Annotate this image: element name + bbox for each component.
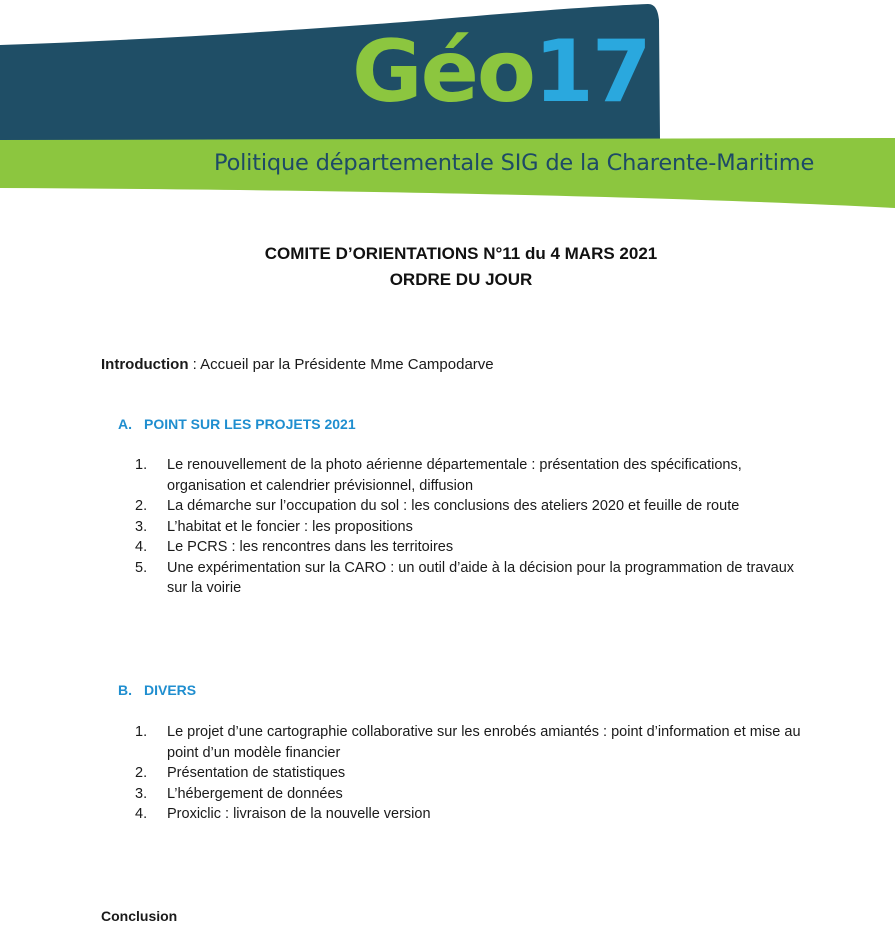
section-a-list	[135, 455, 817, 599]
section-title: POINT SUR LES PROJETS 2021	[144, 416, 356, 432]
item-text: Le projet d’une cartographie collaborative sur les enrobés amiantés : point d’information et mise au point d’un modèle financier	[167, 724, 801, 761]
section-letter: B.	[118, 682, 132, 698]
list-item	[135, 722, 817, 763]
logo-text-17: 17	[534, 22, 650, 122]
item-number: 1.	[135, 457, 148, 473]
document-subtitle: ORDRE DU JOUR	[389, 270, 533, 289]
list-item	[135, 804, 817, 825]
intro-label: Introduction	[101, 356, 189, 373]
item-number: 3.	[135, 785, 148, 802]
geo17-logo	[352, 22, 650, 122]
item-text: Proxiclic : livraison de la nouvelle version	[167, 806, 431, 822]
section-b-list	[135, 722, 817, 825]
section-letter: A.	[118, 416, 132, 432]
introduction-line	[101, 356, 494, 373]
list-item	[135, 537, 817, 558]
document-title: COMITE D’ORIENTATIONS N°11 du 4 MARS 2021	[264, 244, 658, 263]
item-text: Le renouvellement de la photo aérienne départementale : présentation des spécifications, organisation et calendrier prévisionnel, diffusion	[167, 457, 742, 494]
item-number: 5.	[135, 559, 148, 576]
item-text: Le PCRS : les rencontres dans les territoires	[167, 539, 454, 555]
item-text: La démarche sur l’occupation du sol : les conclusions des ateliers 2020 et feuille de route	[167, 498, 740, 514]
intro-text: : Accueil par la Présidente Mme Campodarve	[188, 356, 494, 373]
section-heading-b	[118, 682, 196, 698]
item-number: 3.	[135, 518, 148, 535]
list-item	[135, 455, 817, 496]
list-item	[135, 496, 817, 517]
list-item	[135, 784, 817, 805]
item-number: 4.	[135, 539, 148, 555]
conclusion-heading: Conclusion	[101, 908, 178, 924]
item-text: Présentation de statistiques	[167, 765, 346, 781]
item-number: 2.	[135, 765, 148, 781]
item-number: 1.	[135, 724, 148, 740]
logo-text-geo: Géo	[352, 22, 534, 122]
item-text: Une expérimentation sur la CARO : un outil d’aide à la décision pour la programmation de travaux sur la voirie	[167, 559, 795, 596]
banner-subtitle: Politique départementale SIG de la Charente-Maritime	[214, 150, 815, 176]
item-number: 4.	[135, 806, 148, 822]
section-title: DIVERS	[144, 682, 197, 698]
header-banner	[0, 0, 895, 215]
section-heading-a	[118, 416, 356, 432]
list-item	[135, 558, 817, 599]
list-item	[135, 763, 817, 784]
item-text: L’hébergement de données	[167, 785, 343, 802]
list-item	[135, 517, 817, 538]
item-text: L’habitat et le foncier : les propositions	[167, 518, 413, 535]
item-number: 2.	[135, 498, 148, 514]
